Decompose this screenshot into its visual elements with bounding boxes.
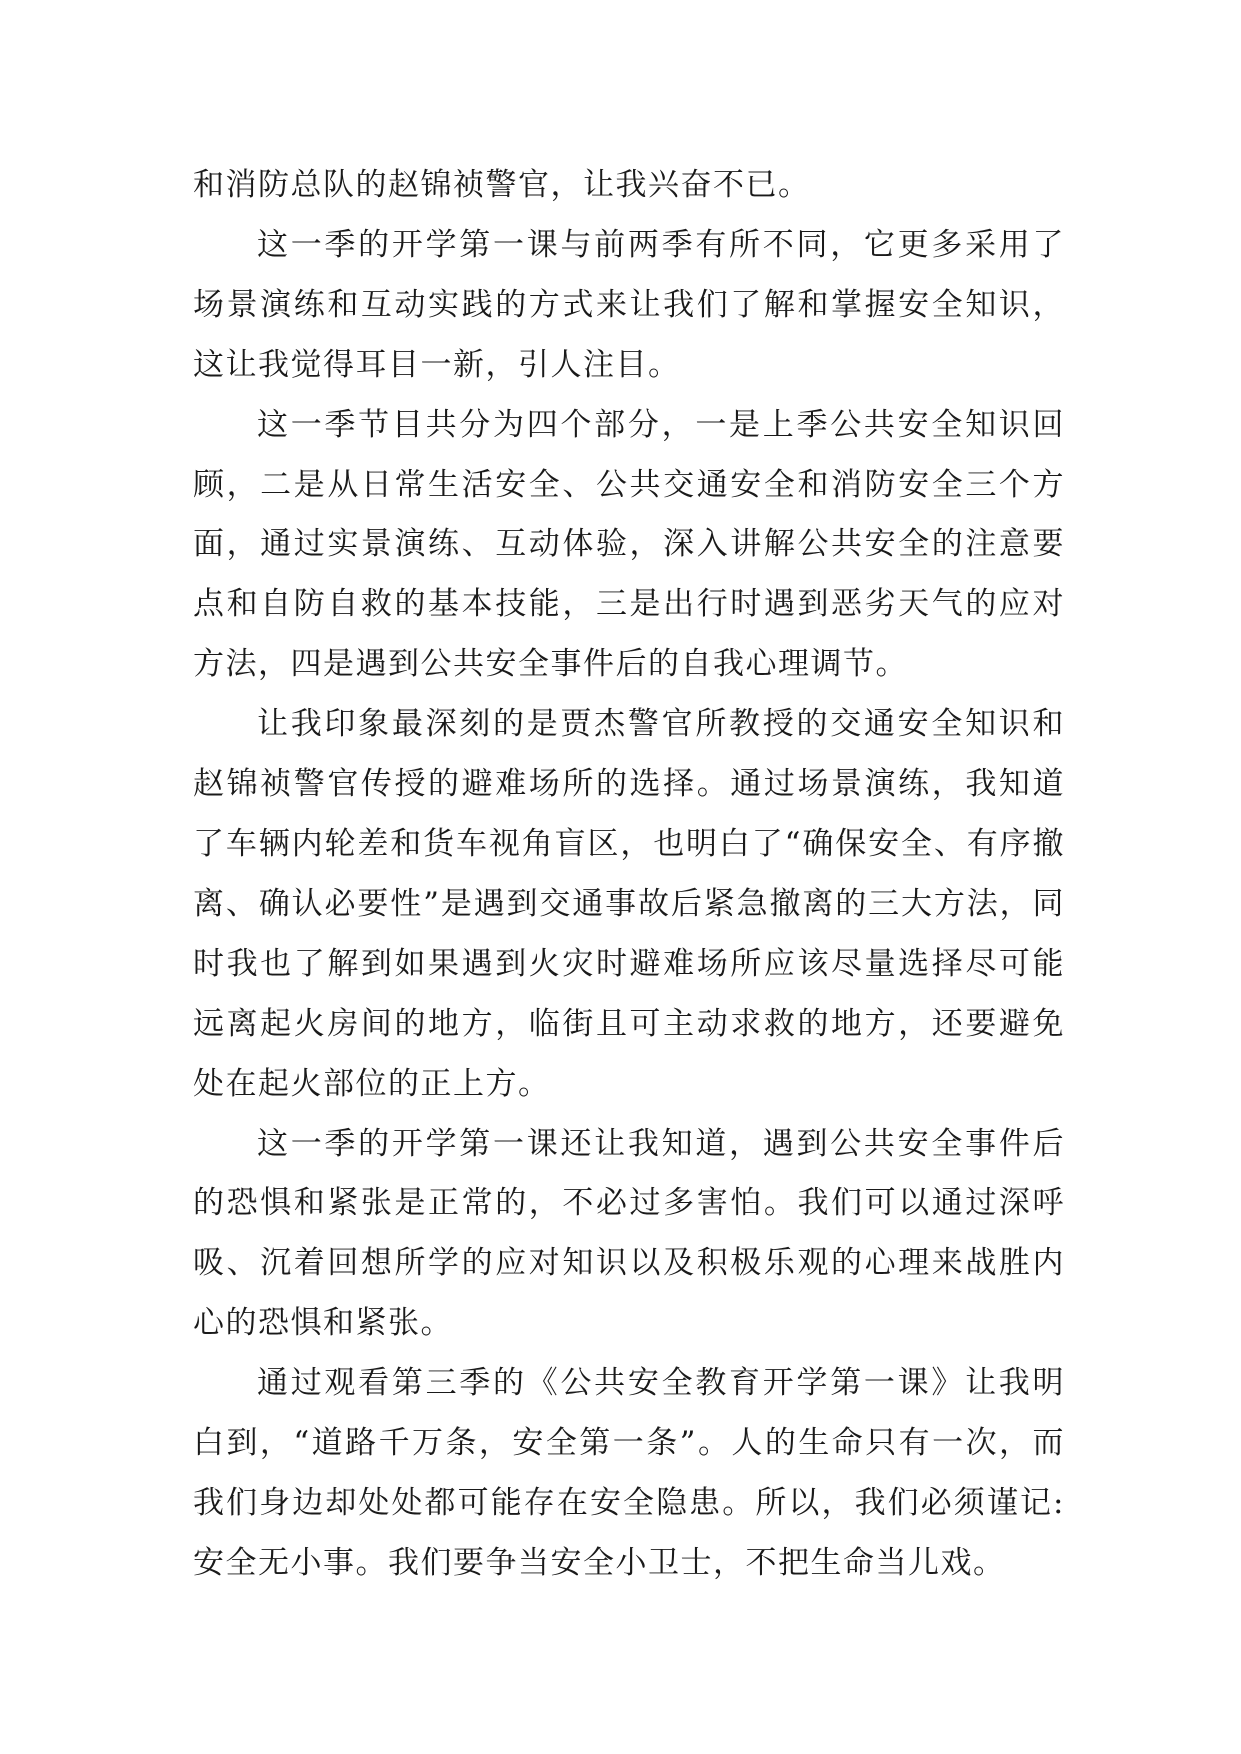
- paragraph-psychology: 这一季的开学第一课还让我知道，遇到公共安全事件后的恐惧和紧张是正常的，不必过多害怕。我们可以通过深呼吸、沉着回想所学的应对知识以及积极乐观的心理来战胜内心的恐惧和紧张。: [193, 1125, 1065, 1342]
- paragraph-conclusion: 通过观看第三季的《公共安全教育开学第一课》让我明白到，“道路千万条，安全第一条”。人的生命只有一次，而我们身边却处处都可能存在安全隐患。所以，我们必须谨记:安全无小事。我们要争当安全小卫士，不把生命当儿戏。: [193, 1365, 1065, 1581]
- document-body: [193, 156, 1065, 1594]
- paragraph-continuation: 和消防总队的赵锦祯警官，让我兴奋不已。: [193, 167, 811, 203]
- paragraph-new-format: 这一季的开学第一课与前两季有所不同，它更多采用了场景演练和互动实践的方式来让我们了解和掌握安全知识，这让我觉得耳目一新，引人注目。: [193, 226, 1065, 383]
- paragraph-deepest-impression: 让我印象最深刻的是贾杰警官所教授的交通安全知识和赵锦祯警官传授的避难场所的选择。通过场景演练，我知道了车辆内轮差和货车视角盲区，也明白了“确保安全、有序撤离、确认必要性”是遇到交通事故后紧急撤离的三大方法，同时我也了解到如果遇到火灾时避难场所应该尽量选择尽可能远离起火房间的地方，临街且可主动求救的地方，还要避免处在起火部位的正上方。: [193, 706, 1065, 1102]
- paragraph-four-parts: 这一季节目共分为四个部分，一是上季公共安全知识回顾，二是从日常生活安全、公共交通安全和消防安全三个方面，通过实景演练、互动体验，深入讲解公共安全的注意要点和自防自救的基本技能，三是出行时遇到恶劣天气的应对方法，四是遇到公共安全事件后的自我心理调节。: [193, 406, 1065, 683]
